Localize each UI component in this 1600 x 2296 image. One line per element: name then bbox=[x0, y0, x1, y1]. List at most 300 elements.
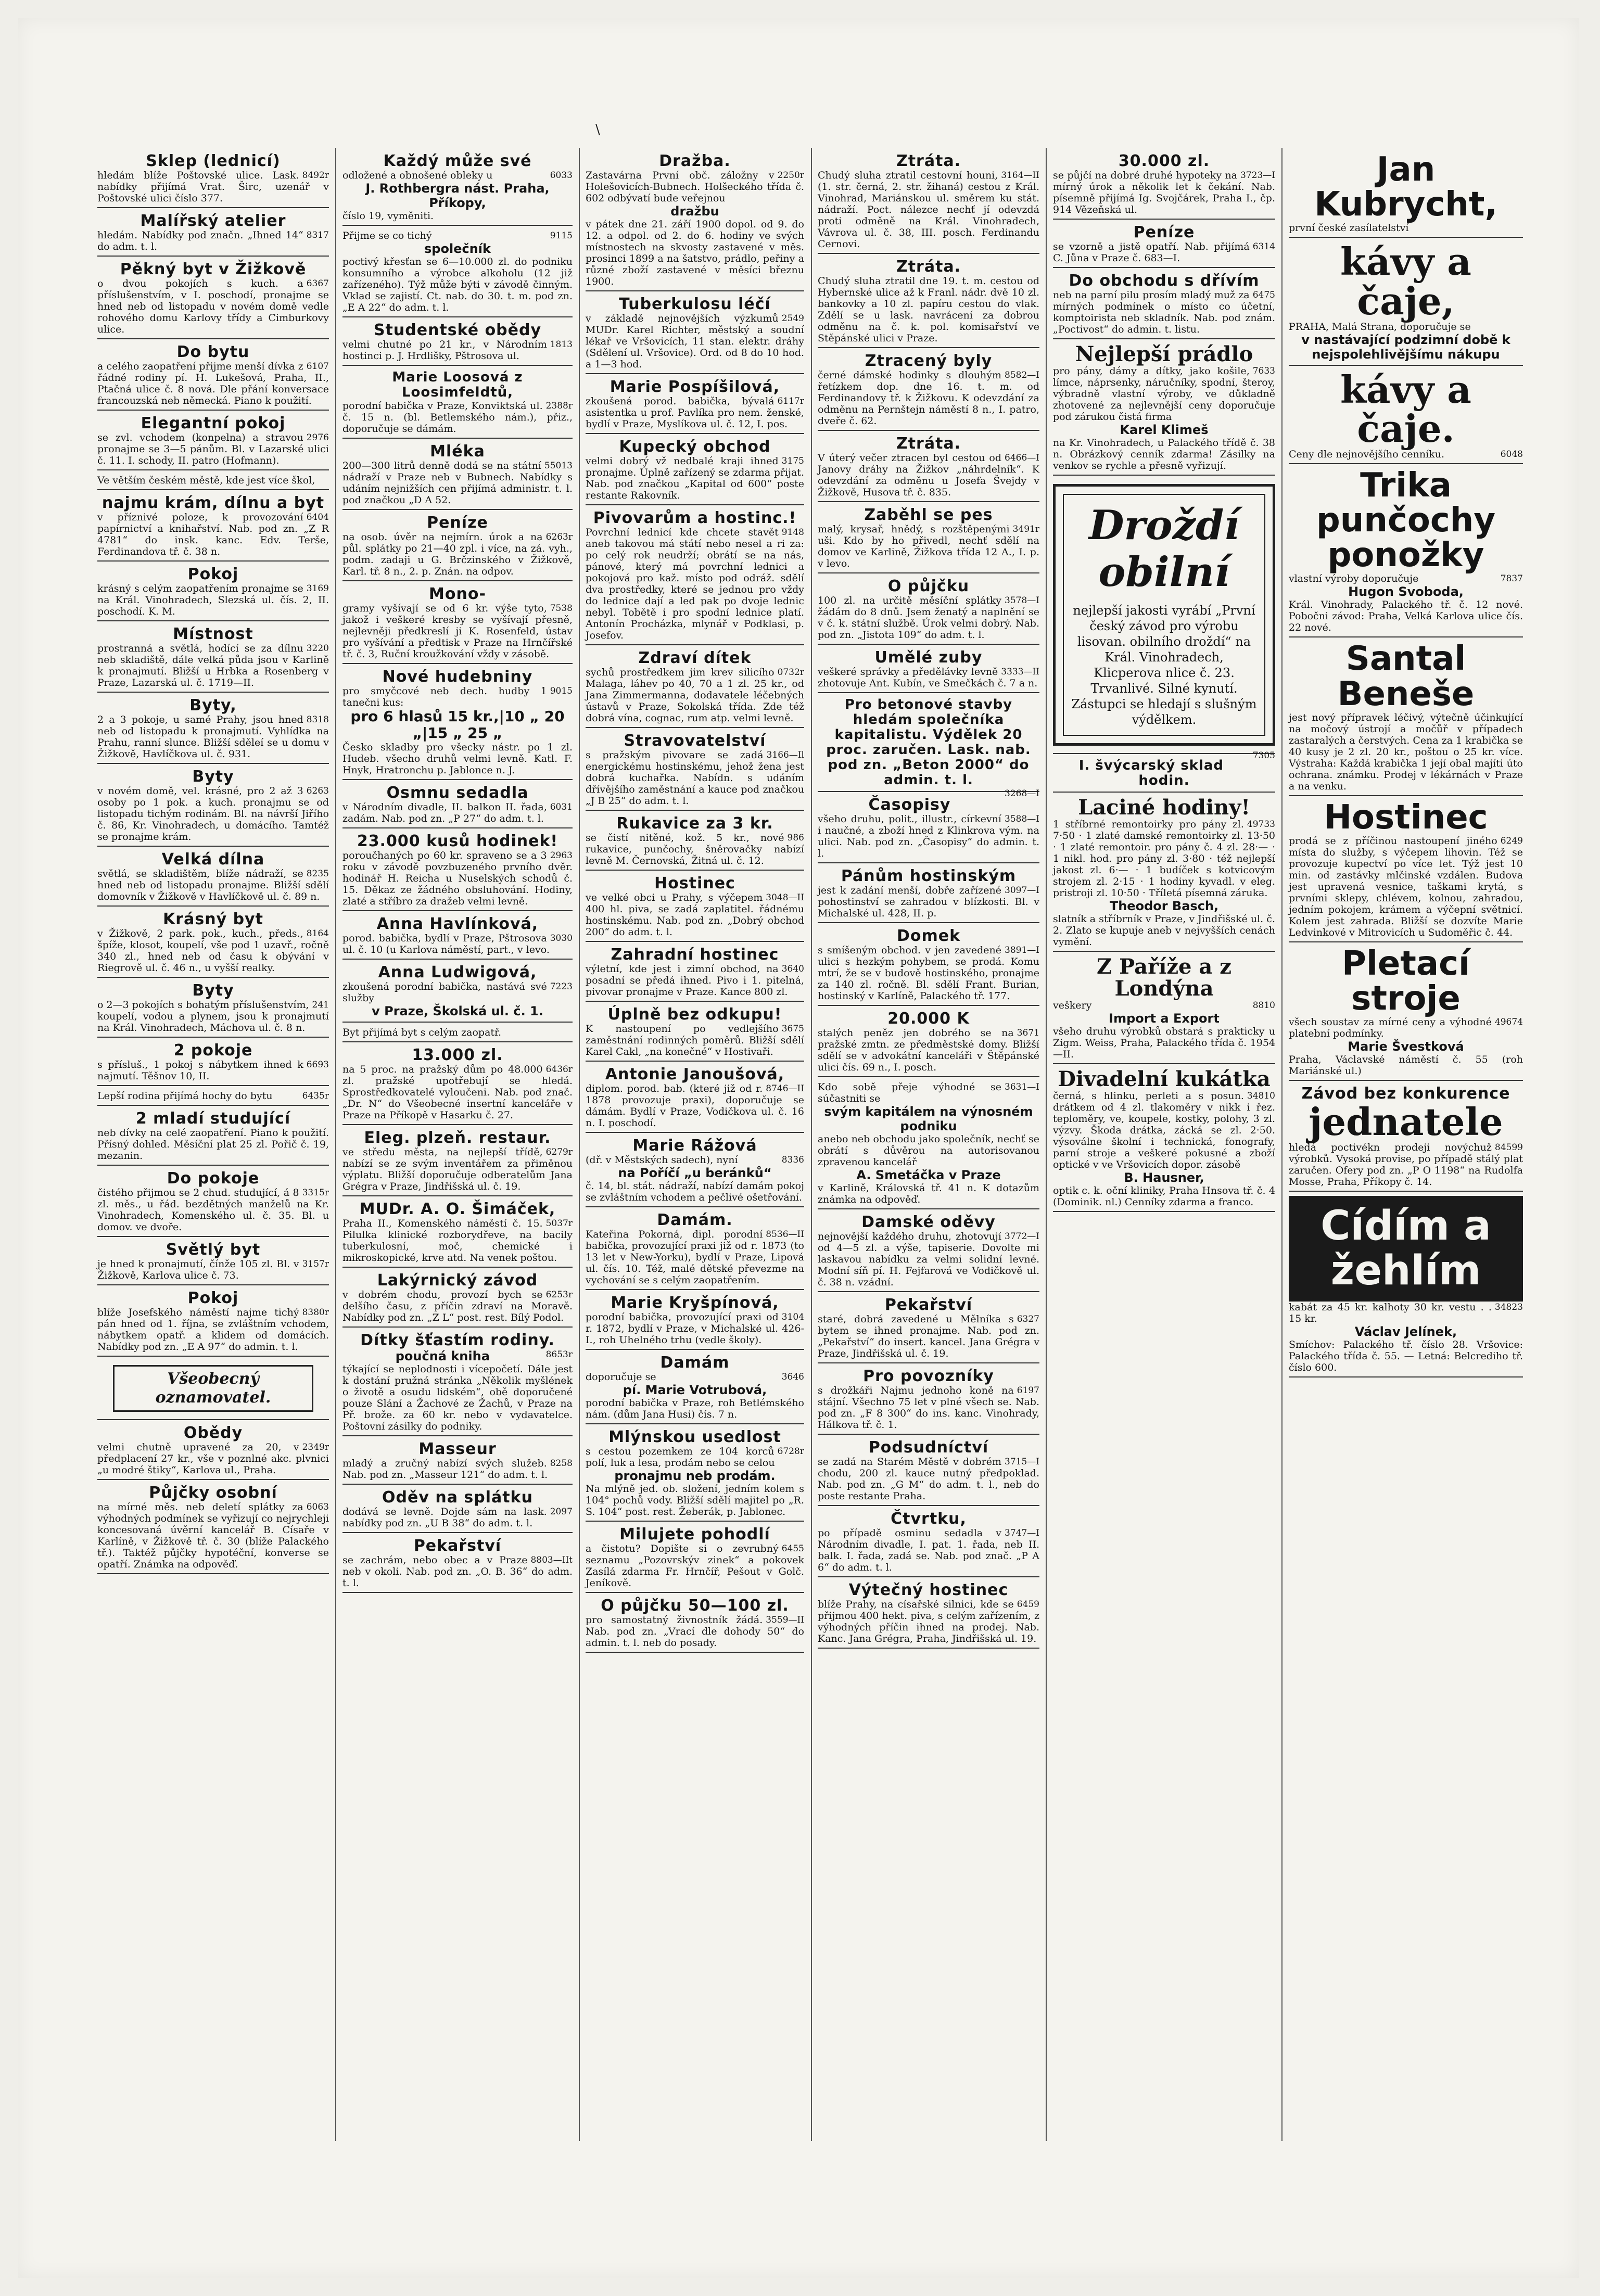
ad-heading: Ztracený byly bbox=[865, 352, 993, 370]
classified-ad bbox=[342, 913, 573, 960]
column-rule bbox=[335, 148, 336, 2141]
ad-text: s drožkáři Najmu jednoho koně na stájní. Všechno 75 let v plné všech se. Nab. pod zn. „F 8 300“ do ins. kanc. Vinohrady, Hálkova tř. č. 1. bbox=[818, 1385, 1039, 1431]
ad-text: č. 14, bl. stát. nádraží, nabízí damám pokoj se zvláštním vchodem a pečlivé ošetřování. bbox=[586, 1180, 804, 1203]
ad-code: 3891—I bbox=[1005, 945, 1039, 955]
ad-code: 2963 bbox=[550, 850, 573, 861]
column-4 bbox=[812, 150, 1045, 2141]
ad-text: v pátek dne 21. září 1900 dopol. od 9. do 12. a odpol. od 2. do 6. hodiny ve svých místnostech na skvosty zastavené v měs. prosinci 1899 a na šatstvo, prádlo, peřiny a různé zboží zastavené v měsíci březnu 1900. bbox=[586, 219, 804, 287]
ad-subheading: společník bbox=[424, 241, 491, 256]
classified-ad bbox=[97, 492, 329, 562]
classified-ad bbox=[97, 1287, 329, 1357]
ad-code: 3220 bbox=[306, 643, 329, 654]
ad-text: stalých peněz jen dobrého se na pražské zmtn. ze předměstské domy. Bližší sdělí se v advokátní kanceláři v Štěpánské ulici čís. 69 n., I. posch. bbox=[818, 1027, 1039, 1073]
ad-heading: Zdraví dítek bbox=[638, 649, 752, 667]
ad-text: černé dámské hodinky s dlouhým řetízkem dop. dne 16. t. m. od Ferdinandovy tř. k Žižkovu. K odevzdání za odměnu na Pernštejn náměstí 8 n., I. patro, dveře č. 62. bbox=[818, 369, 1039, 427]
ad-text: na mírné měs. neb deletí splátky za výhodných podmínek se vyřizují co nejrychleji koncesovaná úvěrní kancelář B. Císaře v Karlíně, v Žižkově tř. č. 30 (blíže Palackého tř.). Taktéž půjčky hypotéční, konverse se opatří. Známka na odpověď. bbox=[97, 1501, 329, 1570]
classified-ad bbox=[818, 647, 1039, 693]
classified-ad bbox=[97, 341, 329, 411]
ad-text: s přísluš., 1 pokoj s nábytkem ihned k najmutí. Těšnov 10, II. bbox=[97, 1059, 303, 1082]
classified-ad bbox=[818, 504, 1039, 573]
ad-text: velmi chutné po 21 kr., v Národním hostinci p. J. Hrdlišky, Pštrosova ul. bbox=[342, 339, 547, 362]
classified-ad bbox=[97, 980, 329, 1038]
ad-code: 3631—I bbox=[1005, 1082, 1039, 1092]
ad-code: 6063 bbox=[306, 1502, 329, 1512]
classified-ad bbox=[342, 1044, 573, 1125]
ad-heading: Lakýrnický závod bbox=[377, 1271, 538, 1290]
ad-text: na Kr. Vinohradech, u Palackého třídě č. 38 n. Obrázkový cenník zdarma! Zásilky na venkov se rychle a přesně vyřizují. bbox=[1053, 437, 1275, 471]
ad-code: 6048 bbox=[1500, 449, 1523, 460]
classified-ad bbox=[818, 925, 1039, 1006]
classified-ad bbox=[342, 1487, 573, 1533]
ad-code: 8164 bbox=[306, 928, 329, 939]
ad-heading: O půjčku 50—100 zl. bbox=[601, 1597, 789, 1615]
ad-heading: Milujete pohodlí bbox=[619, 1525, 770, 1544]
ad-text: prostranná a světlá, hodící se za dílnu neb skladiště, dále velká půda jsou v Karlině k pronajmutí. Bližší u Hrbka a Rosenberg v Praze, Lazarská ul. č. 1719—II. bbox=[97, 643, 329, 688]
ad-text: gramy vyšívají se od 6 kr. výše tyto, jakož i veškeré kresby se vyšívají přesně, nejlevněji předkreslí ji K. Rosenfeld, ústav pro vyšívání a předtisk v Praze na Hrnčířské tř. č. 3, Ruční kroužkování vždy v zásobě. bbox=[342, 603, 573, 660]
ad-code: 3175 bbox=[781, 456, 804, 466]
ad-text: v dobrém chodu, provozí bych se delšího času, z příčin zdraví na Moravě. Nabídky pod zn. „Z L“ post. rest. Bílý Podol. bbox=[342, 1289, 573, 1323]
ad-text: porodní babička v Praze, Konviktská ul. č. 15 n. (bl. Betlemského nám.), přiz., doporučuje se dámám. bbox=[342, 400, 573, 435]
ad-display-heading: kávy a čaje. bbox=[1340, 367, 1471, 451]
ad-heading: 13.000 zl. bbox=[412, 1046, 503, 1064]
ad-text: je hned k pronajmutí, čínže 105 zl. Bl. v Žižkově, Karlova ulice č. 73. bbox=[97, 1258, 299, 1281]
classified-ad bbox=[342, 1270, 573, 1328]
classified-ad bbox=[586, 1524, 804, 1593]
ad-text: o 2—3 pokojích s bohatým příslušenstvím, koupelí, vodou a plynem, jsou k pronajmutí na Král. Vinohradech, Máchova ul. č. 8 n. bbox=[97, 999, 329, 1034]
ad-text: velmi chutně upravené za 20, v předplacení 27 kr., vše v poznlné akc. plvnici „u modré štiky“, Karlova ul., Praha. bbox=[97, 1442, 329, 1476]
ad-heading: Marie Rážová bbox=[632, 1137, 757, 1155]
classified-ad bbox=[342, 150, 573, 226]
ad-subheading: Theodor Basch, bbox=[1109, 899, 1219, 914]
ad-heading: Pěkný byt v Žižkově bbox=[120, 260, 307, 278]
ad-display-heading: Trika punčochy ponožky bbox=[1316, 466, 1496, 575]
ad-text: všeho druhu výrobků obstará s prakticky u Zigm. Weiss, Praha, Palackého třída č. 1954—II. bbox=[1053, 1026, 1275, 1061]
classified-ad bbox=[342, 228, 573, 317]
ad-subheading: Import a Export bbox=[1109, 1011, 1220, 1026]
ad-heading: Studentské obědy bbox=[373, 321, 542, 339]
ad-code: 3097—I bbox=[1005, 885, 1039, 896]
classified-ad bbox=[586, 150, 804, 291]
ad-text: blíže Prahy, na císařské silnici, kde se přijmou 400 hekt. piva, s celým zařízením, z výhodných příčin ihned na prodej. Nab. Kanc. Jana Grégra, Praha, Jindřišská ul. 19. bbox=[818, 1599, 1039, 1644]
ad-text: diplom. porod. bab. (které již od r. 1878 provozuje praxi), doporučuje se dámám. Bydlí v Praze, Vodičkova ul. č. 16 n. I. poschodí. bbox=[586, 1083, 804, 1129]
ad-text: odložené a obnošené obleky u bbox=[342, 170, 493, 181]
ad-text: s cestou pozemkem ze 104 korců polí, luk a lesa, prodám nebo se celou bbox=[586, 1446, 775, 1469]
ad-code: 3675 bbox=[781, 1024, 804, 1034]
ad-code: 5037r bbox=[545, 1218, 573, 1229]
ad-heading: Do obchodu s dřívím bbox=[1069, 272, 1260, 290]
classified-ad bbox=[1289, 945, 1523, 1081]
ad-heading: Světlý byt bbox=[166, 1241, 261, 1259]
classified-ad bbox=[586, 1135, 804, 1207]
ad-text: optik c. k. oční kliniky, Praha Hnsova tř. č. 4 (Dominik. nl.) Cenníky zdarma a franco. bbox=[1053, 1185, 1275, 1208]
ad-heading: Do bytu bbox=[176, 343, 250, 361]
ad-text: se vzorně a jistě opatří. Nab. přijímá C. Jůna v Praze č. 683—I. bbox=[1053, 241, 1250, 264]
ad-code: 8582—I bbox=[1005, 370, 1039, 380]
ad-heading: Zahradní hostinec bbox=[611, 946, 779, 964]
ad-text: jest k zadání menší, dobře zařízené pohostinství se zahradou v blízkosti. Bl. v Michalské ul. 428, II. p. bbox=[818, 885, 1039, 919]
ad-code: 3772—I bbox=[1005, 1231, 1039, 1242]
ad-text: neb dívky na celé zaopatření. Piano k použití. Přísný dohled. Měsíční plat 25 zl. Pořič č. 19, mezanin. bbox=[97, 1127, 329, 1162]
classified-ad bbox=[97, 1040, 329, 1086]
ad-heading: Anna Havlínková, bbox=[376, 915, 539, 933]
ad-code: 8258 bbox=[550, 1458, 573, 1469]
classified-ad bbox=[342, 441, 573, 510]
ad-display-heading: Pletací stroje bbox=[1342, 944, 1470, 1018]
ad-text: čistého přijmou se 2 chud. studující, á 8 zl. měs., u řád. bezdětných manželů na Kr. Vinohradech, Komenského ul. č. 35. Bl. u domov. ve dvoře. bbox=[97, 1187, 329, 1233]
classified-ad bbox=[342, 583, 573, 664]
ad-heading: Stravovatelství bbox=[624, 732, 766, 750]
ad-code: 3268—I bbox=[1005, 788, 1039, 799]
ad-text: v Národním divadle, II. balkon II. řada, zadám. Nab. pod zn. „P 27“ do adm. t. l. bbox=[342, 801, 547, 824]
ad-text: (dř. v Městských sadech), nyní bbox=[586, 1154, 738, 1166]
ad-text: Povrchní lednicí kde chcete stavět aneb takovou má státí nebo nesel a ri za: po celý rok neudrží; obrátí se na nás, pánové, který má povrchní lednici a pokojová pro kaž. místo pod odráž. sdělí dva prostředky, které se jednou pro vždy do lednice dají a led pak po dvoje lednic nebyl. Tobětě i pro spodní lednice platí. Antonín Procházka, mlynář v Podklasi, p. Josefov. bbox=[586, 527, 804, 641]
ad-code: 2388r bbox=[545, 401, 573, 411]
ad-text: Ceny dle nejnovějšího cenníku. bbox=[1289, 448, 1444, 460]
ad-subheading: svým kapitálem na výnosném podniku bbox=[824, 1104, 1033, 1133]
ad-heading: Velká dílna bbox=[161, 850, 265, 869]
classified-ad bbox=[97, 1422, 329, 1480]
ad-text: malý, krysař, hnědý, s rozštěpenými uši. Kdo by ho přivedl, nechť sdělí na domov ve Karlině, Žižkova třída 12 A., I. p. v levo. bbox=[818, 524, 1039, 569]
ad-code: 6117r bbox=[777, 396, 804, 406]
ad-text: 2 a 3 pokoje, u samé Prahy, jsou hned neb od listopadu k pronajmutí. Vyhlídka na Prahu, ranní slunce. Bližší sděleí se u domu v Žižkově, Havlíčkova ul. č. 931. bbox=[97, 714, 329, 760]
ad-text: mladý a zručný nabízí svých služeb. Nab. pod zn. „Masseur 121“ do adm. t. l. bbox=[342, 1458, 548, 1481]
ad-display-heading: Droždí obilní bbox=[1088, 502, 1240, 596]
classified-ad bbox=[818, 695, 1039, 799]
ad-heading: Marie Loosová z Loosimfeldtů, bbox=[392, 369, 523, 400]
ad-subheading: Marie Švestková bbox=[1348, 1039, 1464, 1054]
classified-ad bbox=[97, 766, 329, 847]
ad-heading: Domek bbox=[896, 927, 961, 945]
classified-ad bbox=[97, 695, 329, 764]
ad-code: 49674 bbox=[1494, 1017, 1523, 1028]
ad-heading: Tuberkulosu léčí bbox=[619, 295, 771, 313]
classified-ad bbox=[586, 1292, 804, 1350]
ad-code: 6031 bbox=[550, 802, 573, 812]
ad-code: 7538 bbox=[550, 603, 573, 614]
ad-code: 6197 bbox=[1017, 1385, 1039, 1396]
ad-text: Kdo sobě přeje výhodné se súčastniti se bbox=[818, 1081, 1002, 1104]
ad-heading: Krásný byt bbox=[163, 910, 263, 928]
ad-text: poctivý křesťan se 6—10.000 zl. do podniku konsumního a výrobce alkoholu (12 již zařízeného). Týž může býti v závodě činným. Vklad se zajistí. Ct. nab. do 30. t. m. pod zn. „E A 22“ do adm. t. l. bbox=[342, 256, 573, 313]
ad-heading: Rukavice za 3 kr. bbox=[616, 814, 773, 833]
ad-heading: Pokoj bbox=[187, 1289, 239, 1307]
ad-text: slatník a stříbrník v Praze, v Jindřišské ul. č. 2. Zlato se kupuje aneb v nejvyšších cenách vymění. bbox=[1053, 913, 1275, 948]
ad-heading: Byty bbox=[192, 981, 234, 1000]
classified-ad bbox=[818, 350, 1039, 431]
ad-heading: Výtečný hostinec bbox=[848, 1581, 1009, 1599]
column-rule bbox=[1046, 148, 1047, 2141]
ad-heading: Sklep (lednicí) bbox=[146, 152, 281, 170]
classified-ad bbox=[97, 1088, 329, 1106]
ad-heading: Každý může své bbox=[383, 152, 532, 170]
classified-ad bbox=[97, 150, 329, 208]
ad-heading: Ztráta. bbox=[896, 152, 961, 170]
classified-ad bbox=[818, 865, 1039, 923]
ad-code: 8653r bbox=[545, 1349, 573, 1360]
ad-text: Na mlýně jed. ob. složení, jedním kolem s 104° pochů vody. Bližší sdělí majitel po „R. S. 104“ post. rest. Žeberák, p. Jablonec. bbox=[586, 1483, 804, 1517]
classified-ad bbox=[818, 1437, 1039, 1506]
ad-text: se půjčí na dobré druhé hypoteky na mírný úrok a několik let k čekání. Nab. písemně přijímá Ig. Svojčárek, Praha I., čp. 914 Vězeňská ul. bbox=[1053, 170, 1275, 215]
ad-heading: 20.000 K bbox=[887, 1010, 970, 1028]
ad-code: 6249 bbox=[1500, 835, 1523, 846]
framed-ad bbox=[1053, 484, 1275, 746]
ad-text: nejnovější každého druhu, zhotovují od 4—5 zl. a výše, tapiserie. Dovolte mi laskavou nabídku za velmi solidní levné. Modní síň pí. H. Fejfarová ve Vodičkově ul. č. 38 n. vzádní. bbox=[818, 1231, 1039, 1288]
ad-heading: 30.000 zl. bbox=[1118, 152, 1210, 170]
ad-text: K nastoupení po vedlejšího zaměstnání rodinných poměrů. Bližší sdělí Karel Cakl, „na konečné“ v Hostivaři. bbox=[586, 1023, 804, 1057]
classified-ad bbox=[586, 294, 804, 374]
ad-code: 8803—IIt bbox=[530, 1555, 573, 1565]
ad-heading: Elegantní pokoj bbox=[141, 414, 286, 432]
ad-heading: Pro betonové stavby hledám společníka kapitalistu. Výdělek 20 proc. zaručen. Lask. nab. pod zn. „Beton 2000“ do admin. t. l. bbox=[826, 697, 1031, 788]
ad-text: vlastní výroby doporučuje bbox=[1289, 573, 1419, 585]
ad-heading: Antonie Janoušová, bbox=[605, 1065, 785, 1083]
classified-ad bbox=[97, 259, 329, 339]
classified-ad bbox=[586, 1004, 804, 1062]
ad-text: v základě nejnovějších výzkumů MUDr. Karel Richter, městský a soudní lékař ve Vršovicích, 11 stan. elektr. dráhy (Sdělení ul. Vršovice). Ord. od 8 do 10 hod. a 1—3 hod. bbox=[586, 313, 804, 370]
ad-code: 7223 bbox=[550, 981, 573, 992]
ad-heading: Pivovarům a hostinc.! bbox=[593, 509, 797, 527]
ad-text: Lepší rodina přijímá hochy do bytu bbox=[97, 1090, 273, 1102]
ad-code: 3030 bbox=[550, 933, 573, 943]
ad-code: 3164—II bbox=[1001, 170, 1039, 181]
ad-code: 6436r bbox=[545, 1064, 573, 1075]
ad-text: Česko skladby pro všecky nástr. po 1 zl. Hudeb. všecho druhů velmi levně. Katl. F. Hnyk, Hratronchu p. Jablonce n. J. bbox=[342, 742, 573, 776]
top-mark: \ bbox=[595, 122, 600, 137]
ad-heading: Ztráta. bbox=[896, 435, 961, 453]
ad-code: 6459 bbox=[1017, 1599, 1039, 1610]
ad-subheading: B. Hausner, bbox=[1124, 1170, 1204, 1185]
column-rule bbox=[579, 148, 580, 2141]
ad-code: 2097 bbox=[550, 1507, 573, 1517]
ad-code: 2976 bbox=[306, 432, 329, 443]
ad-code: 3166—Il bbox=[766, 750, 804, 760]
ad-heading: Pánům hostinským bbox=[841, 867, 1017, 885]
ad-code: 241 bbox=[312, 1000, 329, 1010]
ad-text: ve velké obci u Prahy, s výčepem 400 hl. piva, se zadá zaplatitel. řádnému hostinskému. Nab. pod zn. „Dobrý obchod 200“ do adm. t. l. bbox=[586, 892, 804, 938]
classified-ad bbox=[586, 813, 804, 871]
ad-text: Kateřina Pokorná, dipl. porodní babička, provozující praxi již od r. 1873 (to 13 let v New-Yorku), bydlí v Praze, Lipová ul. čís. 10. Též, malé dětské převezme na vychování se s celým zaopatřením. bbox=[586, 1229, 804, 1286]
ad-heading: MUDr. A. O. Šimáček, bbox=[359, 1200, 556, 1218]
classified-ad bbox=[818, 794, 1039, 863]
ad-heading: Úplně bez odkupu! bbox=[607, 1005, 782, 1024]
ad-text: se čistí nitěné, kož. 5 kr., nové rukavice, punčochy, šněrovačky nabízí levně M. Černovská, Žitná ul. č. 12. bbox=[586, 832, 804, 866]
classified-ad bbox=[1053, 341, 1275, 476]
ad-code: 8317 bbox=[306, 230, 329, 240]
ad-text: Byt přijímá byt s celým zaopatř. bbox=[342, 1027, 502, 1038]
ad-code: 8536—II bbox=[766, 1229, 804, 1240]
classified-ad bbox=[1289, 1194, 1523, 1378]
ad-subheading: poučná kniha bbox=[395, 1349, 490, 1363]
ad-heading: Damám bbox=[660, 1354, 730, 1372]
classified-ad bbox=[586, 873, 804, 942]
classified-ad bbox=[342, 1198, 573, 1268]
classified-ad bbox=[586, 436, 804, 505]
price-lines: pro 6 hlasů 15 kr.,|10 „ 20 „|15 „ 25 „ bbox=[350, 708, 565, 742]
ad-text: pro pány, dámy a dítky, jako košile, límce, náprsenky, náručníky, spodní, šteroy, výbradně vlastní výroby, ve důkladně zhotovené za nejlevnější ceny doporučuje pod zárukou čistá firma bbox=[1053, 365, 1275, 423]
ad-text: Král. Vinohrady, Palackého tř. č. 12 nové. Pobočni závod: Praha, Velká Karlova ulice čís. 22 nové. bbox=[1289, 599, 1523, 634]
ad-code: 3491r bbox=[1012, 524, 1039, 534]
ad-heading: Osmnu sedadla bbox=[386, 784, 529, 802]
ad-code: 9148 bbox=[781, 527, 804, 538]
ad-heading: Časopisy bbox=[868, 796, 951, 814]
ad-text: Praha, Václavské náměstí č. 55 (roh Mariánské ul.) bbox=[1289, 1054, 1523, 1077]
newspaper-page bbox=[18, 18, 1579, 2278]
classified-ad bbox=[1053, 795, 1275, 952]
ad-code: 3333—II bbox=[1001, 667, 1039, 677]
ad-heading: Marie Pospíšilová, bbox=[609, 378, 780, 396]
classified-ad bbox=[97, 1108, 329, 1166]
classified-ad bbox=[97, 849, 329, 907]
ad-text: Smíchov: Palackého tř. číslo 28. Vršovice: Palackého třída č. 55. — Letná: Belcrediho tř. číslo 600. bbox=[1289, 1339, 1523, 1374]
ad-text: jest nový přípravek léčivý, výtečně účinkující na močový ústrojí a močůř v případech zastaralých a čerstvých. Cena za 1 krabička se 40 kusy je 2 zl. 20 kr., poštou o 25 kr. více. Výstraha: Každá krabička 1 její obal majíti úto ochrana. známku. Prodej v lékárnách v Praze a na venku. bbox=[1289, 711, 1523, 792]
classified-ad bbox=[586, 1352, 804, 1424]
classified-ad bbox=[1053, 150, 1275, 220]
ad-heading: Půjčky osobní bbox=[149, 1484, 277, 1502]
ad-code: 6728r bbox=[777, 1446, 804, 1457]
classified-ad bbox=[818, 433, 1039, 502]
ad-code: 7305 bbox=[1252, 750, 1275, 761]
ad-subheading: dražbu bbox=[670, 204, 719, 219]
ad-text: v novém domě, vel. krásné, pro 2 až 3 osoby po 1 pok. a kuch. pronajmu se od listopadu tichým rodinám. Bl. na návrší Jiřího č. 86, Kr. Vinohradech, u domácího. Tamtéž se pronajme krám. bbox=[97, 785, 329, 843]
classified-ad bbox=[97, 1359, 329, 1420]
classified-ad bbox=[342, 1438, 573, 1485]
ad-display-heading: Cídím a žehlím bbox=[1289, 1196, 1523, 1302]
ad-text: neb na parní pilu prosím mladý muž za mírných podmínek o místo co účetní, komptoirista neb skladník. Nab. pod znám. „Poctivost“ do admin. t. listu. bbox=[1053, 289, 1275, 335]
ad-text: se zadá na Starém Městě v dobrém chodu, 200 zl. kauce nutný předpoklad. Nab. pod zn. „G M“ do adm. t. l., neb do poste restante Praha. bbox=[818, 1456, 1039, 1502]
classified-ad bbox=[586, 1209, 804, 1290]
classified-ad bbox=[1289, 240, 1523, 365]
ad-display-heading: Jan Kubrycht, bbox=[1314, 150, 1497, 224]
ad-text: světlá, se skladištěm, blíže nádraží, se hned neb od listopadu pronajme. Bližší sdělí domovník v Žižkově v Havlíčkově ul. č. 89 n. bbox=[97, 868, 329, 902]
classified-ad bbox=[586, 730, 804, 811]
ad-heading: Podsudníctví bbox=[868, 1438, 989, 1457]
ad-heading: 2 mladí studující bbox=[135, 1109, 291, 1128]
classified-ad bbox=[818, 1579, 1039, 1649]
classified-ad bbox=[1289, 150, 1523, 238]
ad-text: Ve větším českém městě, kde jest více škol, bbox=[97, 475, 315, 486]
ad-code: 6455 bbox=[781, 1544, 804, 1554]
ad-code: 6475 bbox=[1252, 290, 1275, 300]
ad-code: 34810 bbox=[1247, 1091, 1275, 1102]
ad-text: výletní, kde jest i zimní obchod, na posadní se předá ihned. Pivo i 1. pitelná, pivovar pronajme v Praze. Kance 800 zl. bbox=[586, 963, 804, 998]
ad-heading: Dražba. bbox=[659, 152, 731, 170]
column-rule bbox=[1281, 148, 1282, 2141]
ad-code: 8235 bbox=[306, 869, 329, 879]
ad-display-heading: Divadelní kukátka bbox=[1058, 1067, 1271, 1092]
classified-ad bbox=[586, 944, 804, 1002]
ad-heading: Nové hudebniny bbox=[382, 668, 533, 686]
ad-text: Přijme se co tichý bbox=[342, 230, 432, 241]
ad-code: 3104 bbox=[781, 1312, 804, 1322]
ad-heading: Mono- bbox=[429, 585, 486, 603]
ad-heading: Obědy bbox=[183, 1424, 243, 1442]
ad-text: Zastavárna První obč. záložny v Holešovicích-Bubnech. Holšeckého třída č. 602 odbývatí bude veřejnou bbox=[586, 170, 804, 204]
classified-ad bbox=[818, 1294, 1039, 1363]
ad-heading: Čtvrtku, bbox=[891, 1510, 967, 1528]
ad-text: hledám blíže Poštovské ulice. Lask. nabídky přijímá Vrat. Širc, uzenář v Poštovské ulici číslo 377. bbox=[97, 170, 329, 204]
classified-ad bbox=[818, 1211, 1039, 1292]
ad-subheading: J. Rothbergra nást. Praha, Příkopy, bbox=[365, 181, 550, 210]
ad-text: týkající se neplodnosti i vícepočetí. Dále jest k dostání pružná stránka „Několik myšlének o životě a osudu lidském“, obě doporučené pouze Slání a Žachové ze Žachů, v Praze na Př. brože. za 60 kr. nebo v vydavatelce. Poštovní zásilky do podniky. bbox=[342, 1363, 573, 1432]
classified-ad bbox=[342, 831, 573, 911]
classified-ad bbox=[818, 1508, 1039, 1577]
ad-code: 2549 bbox=[781, 313, 804, 324]
ad-subheading: Karel Klimeš bbox=[1120, 423, 1209, 437]
ad-heading: Závod bez konkurence bbox=[1301, 1085, 1510, 1103]
ad-code: 3157r bbox=[302, 1259, 329, 1269]
classified-ad bbox=[342, 1330, 573, 1436]
ad-code: 49733 bbox=[1247, 819, 1275, 830]
ad-code: 6435r bbox=[302, 1091, 329, 1101]
column-rule bbox=[811, 148, 812, 2141]
classified-ad bbox=[342, 962, 573, 1023]
ad-code: 6263r bbox=[545, 532, 573, 542]
classified-ad bbox=[97, 1239, 329, 1285]
column-2 bbox=[337, 150, 578, 2141]
ad-code: 3715—I bbox=[1005, 1457, 1039, 1467]
ad-heading: Malířský atelier bbox=[140, 212, 286, 230]
ad-text: pro samostatný živnostník žádá. Nab. pod zn. „Vrací dle dohody 50“ do admin. t. l. neb do posady. bbox=[586, 1614, 804, 1649]
ad-text: doporučuje se bbox=[586, 1371, 656, 1383]
ad-text: zkoušená porod. babička, bývalá asistentka u prof. Pavlíka pro nem. ženské, bydlí v Praze, Myslíkova ul. č. 12, I. pos. bbox=[586, 396, 804, 430]
ad-text: Praha II., Komenského náměstí č. 15. Pilulka klinické rozborydřeve, na bacily tuberkulosní, moč, chemické i mikroskopické, krve atd. Na venek poštou. bbox=[342, 1218, 573, 1264]
ad-heading: Pokoj bbox=[187, 565, 239, 583]
classified-ad bbox=[342, 782, 573, 828]
ad-code: 8380r bbox=[302, 1307, 329, 1318]
ad-heading: Damské oděvy bbox=[861, 1213, 996, 1231]
ad-code: 3671 bbox=[1017, 1028, 1039, 1038]
classified-ad bbox=[97, 909, 329, 978]
ad-subheading: v Praze, Školská ul. č. 1. bbox=[372, 1004, 543, 1018]
ad-text: veškeré správky a předělávky levně zhotovuje Ant. Kubín, ve Smečkách č. 7 a n. bbox=[818, 666, 1038, 689]
classified-ad bbox=[97, 1168, 329, 1237]
ad-text: v příznivé poloze, k provozování papírnictví a knihařství. Nab. pod zn. „Z R 4781“ do insk. kanc. Edv. Terše, Ferdinandova tř. č. 38 n. bbox=[97, 512, 329, 557]
ad-heading: Byty, bbox=[189, 696, 237, 715]
ad-text: první české zasílatelství bbox=[1289, 222, 1409, 234]
classified-ad bbox=[818, 1079, 1039, 1209]
ad-text: ve středu města, na nejlepší třídě, nabízí se ze svým inventářem za přiměnou výplatu. Bližší doporučuje odberatelům Jana Grégra v Praze, Jindřišská ul. č. 19. bbox=[342, 1146, 573, 1192]
ad-text: 1 stříbrné remontoirky pro pány zl. 7·50 · 1 zlaté damské remontoirky zl. 13·50 · 1 zlaté remontoir. pro pány č. 4 zl. 28·— · 1 nikl. hod. pro pány zl. 3·80 · též nejlepší jakost zl. 6·— · 1 budíček s kotvicovým strojem zl. 2·15 · 1 hodiny kyvadl. v eleg. pristroji zl. 10·50 · Tříletá písemná záruka. bbox=[1053, 819, 1275, 899]
ad-text: všech soustav za mírné ceny a výhodné platební podmínky. bbox=[1289, 1016, 1492, 1040]
ad-text: všeho druhu, polit., illustr., církevní i naučné, a zboží hned z Klinkrova vým. na ulici. Nab. pod zn. „Časopisy“ do admin. t. l. bbox=[818, 813, 1039, 859]
ad-heading: Damám. bbox=[657, 1211, 733, 1229]
ad-heading: Oděv na splátku bbox=[382, 1488, 533, 1507]
classified-ad bbox=[342, 1127, 573, 1196]
ad-heading: 2 pokoje bbox=[173, 1041, 253, 1060]
classified-ad bbox=[818, 150, 1039, 254]
ad-subheading: Václav Jelínek, bbox=[1354, 1324, 1457, 1340]
ad-heading: Marie Kryšpínová, bbox=[611, 1294, 779, 1312]
classified-ad bbox=[97, 473, 329, 490]
ad-heading: Kupecký obchod bbox=[619, 438, 771, 456]
ad-code: 3578—I bbox=[1005, 595, 1039, 606]
ad-text: a celého zaopatření přijme menší dívka z řádné rodiny pí. H. Lukešová, Praha, II., Ptačná ulice č. 8 nová. Dle přání konversace francouzská neb německá. Piano k použití. bbox=[97, 361, 329, 406]
classified-ad bbox=[586, 647, 804, 728]
classified-ad bbox=[818, 1366, 1039, 1435]
classified-ad bbox=[97, 1482, 329, 1574]
ad-text: PRAHA, Malá Strana, doporučuje se bbox=[1289, 321, 1471, 333]
ad-text: číslo 19, vyměniti. bbox=[342, 210, 434, 222]
ad-text: černá, s hlinku, perleti a s posun. drátkem od 4 zl. tlakoměry v nikk i řez. teploměry, ve, koupele, kostky, polohy, 3 zl. výzvy. Škoda drátka, zácká se zl. 2·50. výsoválne školní i technická, fonografy, parní stroje a veškeré pokusné a zboží optické v ve Vršovicích dopor. zásobě bbox=[1053, 1090, 1275, 1171]
classified-ad bbox=[586, 1064, 804, 1133]
ad-text: o dvou pokojích s kuch. a příslušenstvím, v I. poschodí, pronajme se hned neb od listopadu v novém domě vedle rohového domu Karlovy třídy a Cimburkovy ulice. bbox=[97, 278, 329, 335]
ad-text: 200—300 litrů denně dodá se na státní nádraží v Praze neb v Bubnech. Nabídky s udáním nejnižších cen přijímá administr. t. l. pod značkou „D A 52. bbox=[342, 460, 573, 506]
ad-code: 6367 bbox=[306, 278, 329, 289]
ad-heading: Byty bbox=[192, 768, 234, 786]
classified-ad bbox=[97, 210, 329, 257]
ad-text: porod. babička, bydlí v Praze, Pštrosova ul. č. 10 (u Karlova náměstí, part., v levo. bbox=[342, 933, 550, 955]
ad-text: anebo neb obchodu jako společník, nechť se obrátí s důvěrou na autorisovanou zpravenou kancelář bbox=[818, 1133, 1039, 1168]
